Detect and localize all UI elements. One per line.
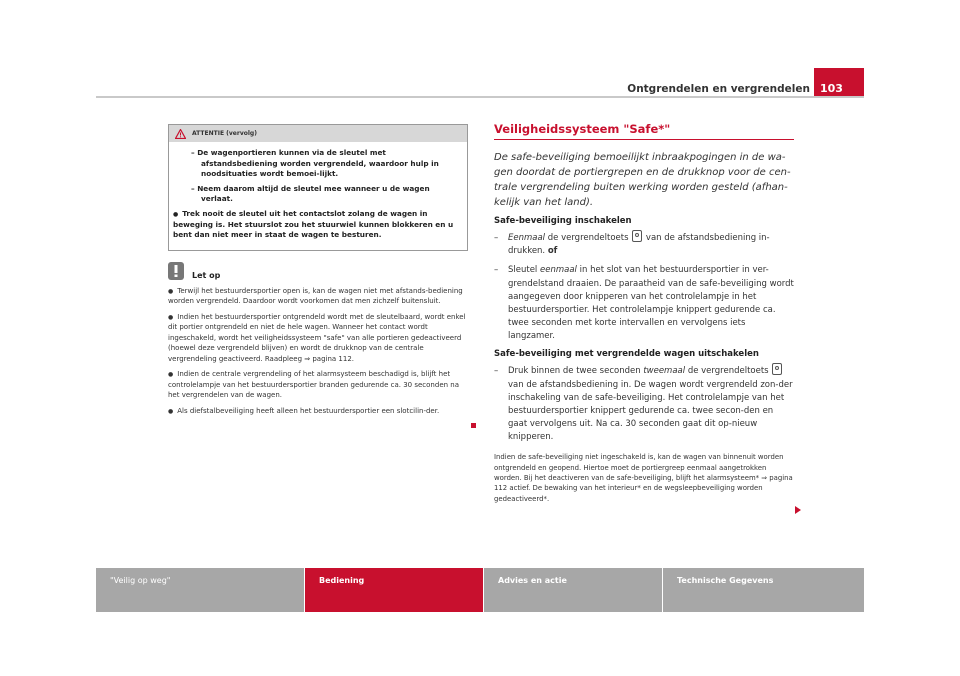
enable-step-key: – Sleutel eenmaal in het slot van het bestuurdersportier in ver-grendelstand draaien. De paraatheid van de safe-beveiliging wordt aangegeven door knipperen van het controlelampje in het bestuurdersportier. Het controlelampje knippert gedurende ca. twee seconden met korte intervallen en vervolgens iets langzamer.: [494, 265, 794, 342]
tab-veilig-op-weg[interactable]: "Veilig op weg": [96, 568, 305, 612]
tab-bediening[interactable]: Bediening: [305, 568, 484, 612]
chapter-title: Ontgrendelen en vergrendelen: [627, 83, 810, 95]
note-item: ● Indien de centrale vergrendeling of het alarmsysteem beschadigd is, blijft het controlelampje van het bestuurdersportier branden gedurende ca. 30 seconden na het vergrendelen van de wagen.: [168, 370, 460, 400]
warning-header: [169, 125, 467, 142]
enable-step-remote: – Eenmaal de vergrendeltoets van de afstandsbediening in-drukken. of: [494, 230, 794, 258]
page-number: 103: [814, 68, 864, 98]
warning-triangle-icon: [175, 129, 186, 139]
section-end-marker: [471, 423, 476, 428]
disable-step: – Druk binnen de twee seconden tweemaal de vergrendeltoets van de afstandsbediening in. De wagen wordt vergrendeld zon-der inschakeling van de safe-beveiliging. Het controlelampje van het bestuurdersportier knippert gedurende ca. twee secon-den en gaat vervolgens uit. Na ca. 30 seconden gaat dit op-nieuw knipperen.: [494, 363, 794, 444]
warning-dash-item: – Neem daarom altijd de sleutel mee wanneer u de wagen verlaat.: [191, 183, 430, 204]
right-column: [494, 122, 794, 504]
disable-heading: Safe-beveiliging met vergrendelde wagen uitschakelen: [494, 349, 759, 360]
continue-arrow-icon: [795, 506, 801, 514]
warning-label: ATTENTIE (vervolg): [192, 130, 257, 137]
warning-body: [169, 142, 467, 250]
footer-nav: [96, 568, 864, 612]
note-icon: [168, 262, 184, 280]
section-title-rule: [494, 139, 794, 140]
warning-box: [168, 124, 468, 251]
note-title: Let op: [192, 270, 221, 280]
note-header: [168, 260, 468, 280]
warning-dash-item: – De wagenportieren kunnen via de sleutel met afstandsbediening worden vergrendeld, waardoor hulp in noodsituaties wordt bemoei-lijkt.: [191, 148, 439, 179]
note-item: ● Als diefstalbeveiliging heeft alleen het bestuurdersportier een slotcilin-der.: [168, 406, 440, 415]
section-intro: De safe-beveiliging bemoeilijkt inbraakpogingen in de wa-gen doordat de portiergrepen en de drukknop voor de cen-trale vergrendeling buiten werking worden gesteld (afhan-kelijk van het land).: [494, 152, 791, 208]
footnote: Indien de safe-beveiliging niet ingeschakeld is, kan de wagen van binnenuit worden ontgrendeld en geopend. Hiertoe moet de portiergreep eenmaal aangetrokken worden. Bij het deactiveren van de safe-beveiliging, blijft het alarmsysteem* ⇒ pagina 112 actief. De bewaking van het interieur* en de wegsleepbeveiliging worden gedeactiveerd*.: [494, 453, 793, 503]
note-item: ● Indien het bestuurdersportier ontgrendeld wordt met de sleutelbaard, wordt enkel dit portier ontgrendeld en niet de hele wagen. Wanneer het contact wordt ingeschakeld, wordt het veiligheidssysteem "safe" van alle portieren gedeactiveerd (hoewel deze vergrendeld blijven) en wordt de drukknop van de centrale vergrendeling geactiveerd. Raadpleeg ⇒ pagina 112.: [168, 312, 466, 363]
enable-heading: Safe-beveiliging inschakelen: [494, 216, 632, 226]
section-title: Veiligheidssysteem "Safe*": [494, 122, 671, 136]
tab-technische-gegevens[interactable]: Technische Gegevens: [663, 568, 864, 612]
left-column: [168, 124, 468, 421]
lock-key-icon: [772, 363, 782, 375]
note-item: ● Terwijl het bestuurdersportier open is, kan de wagen niet met afstands-bediening worden vergrendeld. Daardoor wordt voorkomen dat men zichzelf buitensluit.: [168, 286, 463, 306]
lock-key-icon: [632, 230, 642, 242]
header-divider: [96, 96, 864, 98]
tab-advies-en-actie[interactable]: Advies en actie: [484, 568, 663, 612]
warning-bullet-item: ● Trek nooit de sleutel uit het contactslot zolang de wagen in beweging is. Het stuurslot zou het stuurwiel kunnen blokkeren en u bent dan niet meer in staat de wagen te besturen.: [173, 208, 454, 240]
note-body: [168, 286, 468, 417]
